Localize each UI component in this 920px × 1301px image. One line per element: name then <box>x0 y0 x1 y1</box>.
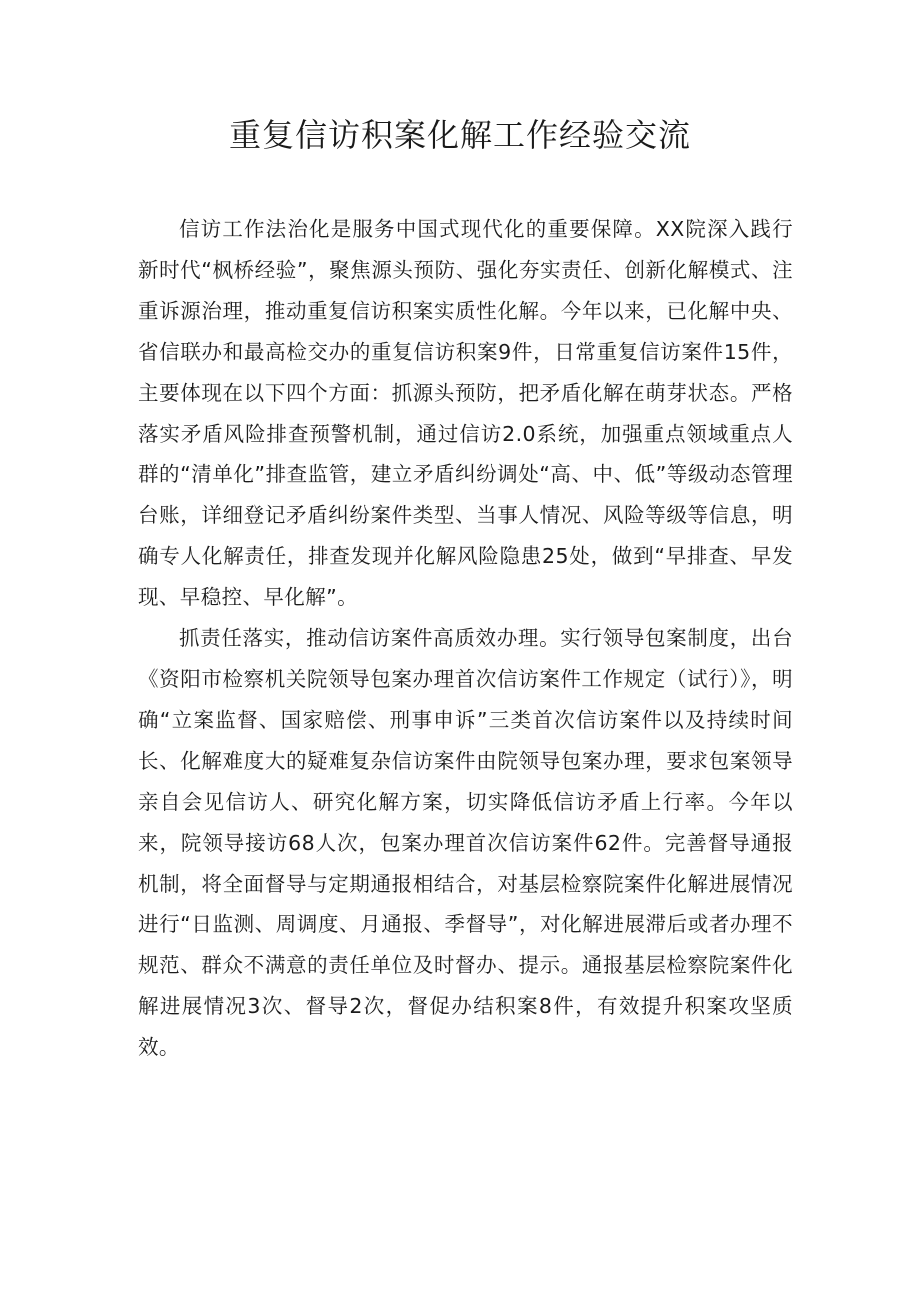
document-title: 重复信访积案化解工作经验交流 <box>228 116 691 154</box>
document-body <box>138 209 793 1068</box>
paragraph-2: 抓责任落实，推动信访案件高质效办理。实行领导包案制度，出台《资阳市检察机关院领导包案办理首次信访案件工作规定（试行）》，明确“立案监督、国家赔偿、刑事申诉”三类首次信访案件以及持续时间长、化解难度大的疑难复杂信访案件由院领导包案办理，要求包案领导亲自会见信访人、研究化解方案，切实降低信访矛盾上行率。今年以来，院领导接访68人次，包案办理首次信访案件62件。完善督导通报机制，将全面督导与定期通报相结合，对基层检察院案件化解进展情况进行“日监测、周调度、月通报、季督导”，对化解进展滞后或者办理不规范、群众不满意的责任单位及时督办、提示。通报基层检察院案件化解进展情况3次、督导2次，督促办结积案8件，有效提升积案攻坚质效。 <box>138 626 793 1060</box>
paragraph-1: 信访工作法治化是服务中国式现代化的重要保障。XX院深入践行新时代“枫桥经验”，聚焦源头预防、强化夯实责任、创新化解模式、注重诉源治理，推动重复信访积案实质性化解。今年以来，已化解中央、省信联办和最高检交办的重复信访积案9件，日常重复信访案件15件，主要体现在以下四个方面：抓源头预防，把矛盾化解在萌芽状态。严格落实矛盾风险排查预警机制，通过信访2.0系统，加强重点领域重点人群的“清单化”排查监管，建立矛盾纠纷调处“高、中、低”等级动态管理台账，详细登记矛盾纠纷案件类型、当事人情况、风险等级等信息，明确专人化解责任，排查发现并化解风险隐患25处，做到“早排查、早发现、早稳控、早化解”。 <box>138 217 793 610</box>
